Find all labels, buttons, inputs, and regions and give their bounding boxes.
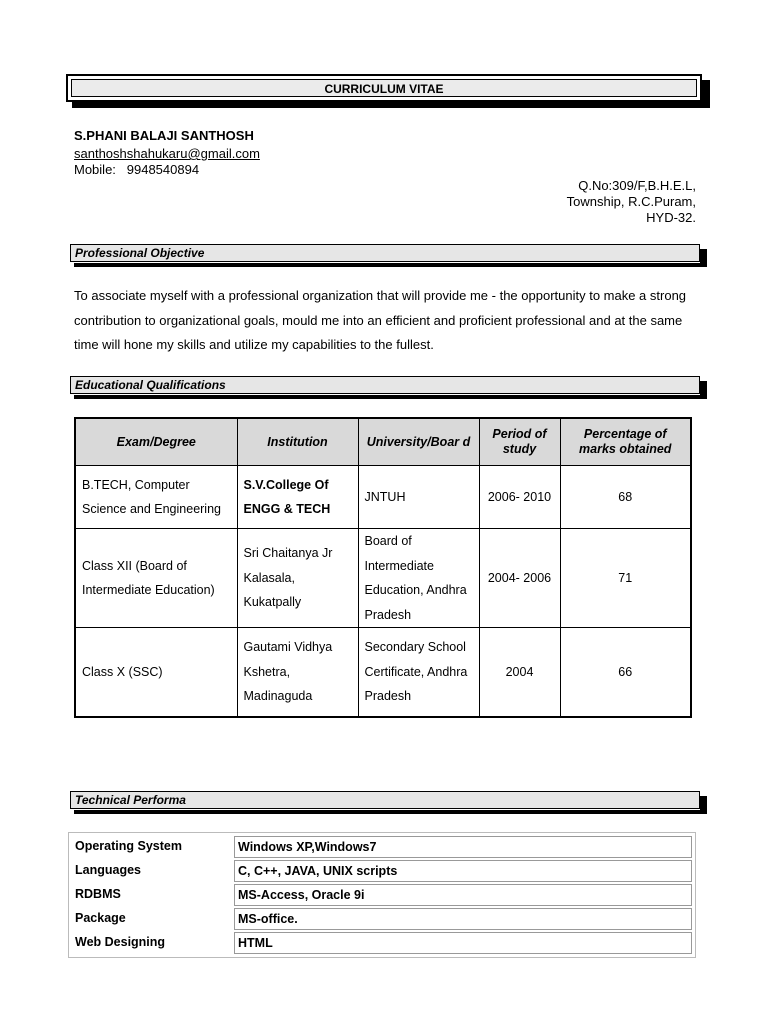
objective-text: To associate myself with a professional organization that will provide me - the opportunity to make a strong contribution to organizational goals, mould me into an efficient and proficient professional and at the same time will hone my skills and utilize my capabilities to the fullest.	[74, 288, 687, 352]
skill-key: Web Designing	[75, 935, 166, 949]
page-title: CURRICULUM VITAE	[71, 79, 697, 97]
section-header-objective: Professional Objective	[70, 244, 700, 262]
mobile-number: 9948540894	[126, 162, 200, 177]
column-header: Institution	[237, 418, 358, 466]
title-shadow	[72, 102, 710, 108]
technical-table	[68, 832, 696, 958]
email-link[interactable]: santhoshshahukaru@gmail.com	[74, 146, 260, 161]
section-shadow	[74, 263, 707, 267]
table-row	[75, 628, 691, 718]
section-header-education: Educational Qualifications	[70, 376, 700, 394]
section-header-technical: Technical Performa	[70, 791, 700, 809]
table-row	[71, 907, 693, 931]
skill-key: Operating System	[75, 839, 182, 853]
board-cell: Secondary School Certificate, Andhra Pradesh	[358, 628, 479, 718]
board-cell: Board of Intermediate Education, Andhra Pradesh	[358, 529, 479, 628]
title-box	[66, 74, 702, 102]
skill-key: RDBMS	[75, 887, 121, 901]
skill-value: MS-office.	[234, 908, 692, 930]
percent-cell: 68	[560, 466, 691, 529]
exam-cell: Class XII (Board of Intermediate Education)	[75, 529, 237, 628]
percent-cell: 71	[560, 529, 691, 628]
address-line-2: Township, R.C.Puram,	[566, 194, 696, 209]
skill-key: Package	[75, 911, 126, 925]
table-header-row	[75, 418, 691, 466]
percent-cell: 66	[560, 628, 691, 718]
skill-value: HTML	[234, 932, 692, 954]
table-row	[71, 859, 693, 883]
column-header: University/Boar d	[358, 418, 479, 466]
candidate-name: S.PHANI BALAJI SANTHOSH	[74, 128, 254, 143]
institution-cell: Gautami Vidhya Kshetra, Madinaguda	[237, 628, 358, 718]
institution-cell: Sri Chaitanya Jr Kalasala, Kukatpally	[237, 529, 358, 628]
education-table	[74, 417, 692, 718]
column-header: Percentage of marks obtained	[560, 418, 691, 466]
skill-value: MS-Access, Oracle 9i	[234, 884, 692, 906]
board-cell: JNTUH	[358, 466, 479, 529]
section-shadow	[74, 810, 707, 814]
skill-key: Languages	[75, 863, 141, 877]
section-shadow	[74, 395, 707, 399]
table-row	[71, 883, 693, 907]
table-row	[71, 835, 693, 859]
address-line-1: Q.No:309/F,B.H.E.L,	[578, 178, 696, 193]
skill-value: C, C++, JAVA, UNIX scripts	[234, 860, 692, 882]
table-row	[71, 931, 693, 955]
skill-value: Windows XP,Windows7	[234, 836, 692, 858]
exam-cell: B.TECH, Computer Science and Engineering	[75, 466, 237, 529]
period-cell: 2004- 2006	[479, 529, 560, 628]
column-header: Exam/Degree	[75, 418, 237, 466]
table-row	[75, 466, 691, 529]
mobile-label: Mobile:	[74, 162, 116, 177]
exam-cell: Class X (SSC)	[75, 628, 237, 718]
address-line-3: HYD-32.	[646, 210, 696, 225]
period-cell: 2004	[479, 628, 560, 718]
mobile-line	[74, 162, 199, 177]
column-header: Period of study	[479, 418, 560, 466]
table-row	[75, 529, 691, 628]
period-cell: 2006- 2010	[479, 466, 560, 529]
institution-cell: S.V.College Of ENGG & TECH	[237, 466, 358, 529]
